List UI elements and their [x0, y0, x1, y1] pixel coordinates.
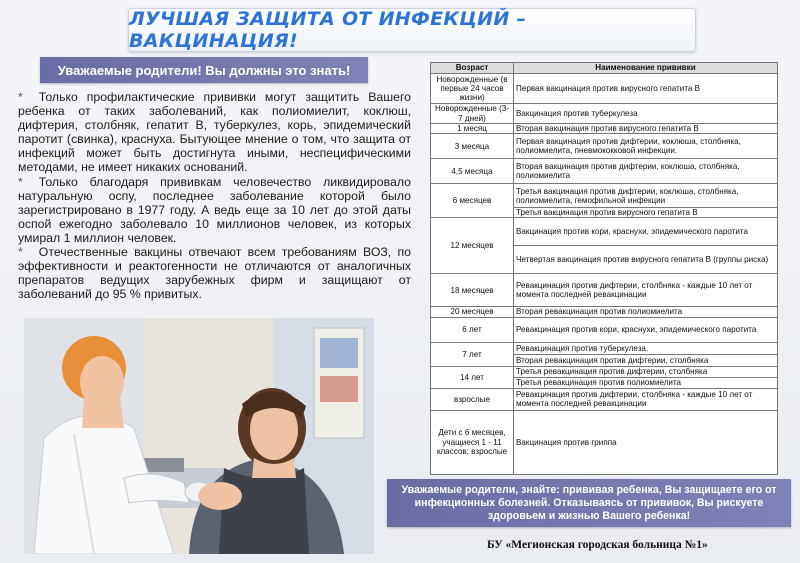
vaccination-table: [430, 62, 778, 475]
vaccine-cell: Вторая вакцинация против вирусного гепатита В: [514, 124, 778, 134]
paragraph-text: Отечественные вакцины отвечают всем требованиям ВОЗ, по эффективности и реактогенности не отличаются от аналогичных препаратов ведущих зарубежных фирм и защищают от заболеваний до 95 % привитых.: [18, 245, 411, 302]
vaccine-cell: Ревакцинация против туберкулеза.: [514, 342, 778, 354]
vaccine-cell: Третья ревакцинация против полиомиелита: [514, 377, 778, 388]
title-bar: [128, 8, 696, 52]
table-row: [431, 274, 778, 307]
age-column-header: Возраст: [431, 63, 514, 74]
age-cell: 18 месяцев: [431, 274, 514, 307]
paragraph: [18, 175, 411, 245]
bullet-marker: *: [18, 174, 23, 189]
age-cell: Дети с 6 месяцев, учащиеся 1 - 11 классов; взрослые: [431, 410, 514, 474]
table-row: [431, 342, 778, 354]
vaccination-photo: [24, 318, 374, 554]
age-cell: 7 лет: [431, 342, 514, 366]
paragraph: [18, 245, 411, 301]
age-cell: 12 месяцев: [431, 218, 514, 274]
age-cell: Новорожденные (в первые 24 часов жизни): [431, 74, 514, 104]
age-cell: 20 месяцев: [431, 307, 514, 317]
parents-notice: Уважаемые родители, знайте: прививая ребенка, Вы защищаете его от инфекционных болезней. Отказываясь от прививок, Вы рискуете здоровьем и жизнью Вашего ребенка!: [387, 479, 791, 527]
vaccine-cell: Ревакцинация против дифтерии, столбняка - каждые 10 лет от момента последней ревакцинации: [514, 274, 778, 307]
vaccine-cell: Третья вакцинация против вирусного гепатита В: [514, 208, 778, 218]
table-row: [431, 134, 778, 159]
vaccine-cell: Ревакцинация против кори, краснухи, эпидемического паротита: [514, 317, 778, 342]
paragraph: [18, 90, 411, 175]
age-cell: 14 лет: [431, 366, 514, 388]
age-cell: 4,5 месяца: [431, 159, 514, 184]
paragraph-text: Только профилактические прививки могут защитить Вашего ребенка от таких заболеваний, как полиомиелит, коклюш, дифтерия, столбняк, гепатит В, туберкулез, корь, эпидемический паротит (свинка), краснуха. Бытующее мнение о том, что защита от инфекций может быть достигнута иными, неспецифическими методами, не имеет никаких оснований.: [18, 90, 411, 175]
table-row: [431, 184, 778, 208]
vaccine-cell: Третья вакцинация против дифтерии, коклюша, столбняка, полиомиелита, гемофильной инфекции: [514, 184, 778, 208]
table-header-row: [431, 63, 778, 74]
vaccine-cell: Вторая ревакцинация против дифтерии, столбняка: [514, 354, 778, 366]
vaccine-cell: Вторая вакцинация против дифтерии, коклюша, столбняка, полиомиелита: [514, 159, 778, 184]
vaccine-cell: Вторая ревакцинация против полиомиелита: [514, 307, 778, 317]
bullet-marker: *: [18, 90, 23, 104]
age-cell: 6 лет: [431, 317, 514, 342]
vaccine-cell: Ревакцинация против дифтерии, столбняка - каждые 10 лет от момента последней ревакцинации: [514, 388, 778, 410]
vaccine-cell: Четвертая вакцинация против вирусного гепатита В (группы риска): [514, 246, 778, 274]
table-row: [431, 366, 778, 377]
age-cell: взрослые: [431, 388, 514, 410]
age-cell: 6 месяцев: [431, 184, 514, 218]
info-text: [18, 90, 411, 301]
table-row: [431, 410, 778, 474]
table-row: [431, 218, 778, 246]
age-cell: 3 месяца: [431, 134, 514, 159]
table-row: [431, 317, 778, 342]
age-cell: 1 месяц: [431, 124, 514, 134]
table-row: [431, 388, 778, 410]
table-row: [431, 104, 778, 124]
parents-banner: Уважаемые родители! Вы должны это знать!: [40, 57, 368, 83]
poster-title: ЛУЧШАЯ ЗАЩИТА ОТ ИНФЕКЦИЙ – ВАКЦИНАЦИЯ!: [129, 8, 527, 52]
photo-illustration: [24, 318, 374, 554]
hospital-signature: БУ «Мегионская городская больница №1»: [487, 539, 708, 551]
vaccination-schedule: [430, 62, 778, 475]
vaccine-cell: Вакцинация против туберкулеза: [514, 104, 778, 124]
vaccine-cell: Третья ревакцинация против дифтерии, столбняка: [514, 366, 778, 377]
vaccine-column-header: Наименование прививки: [514, 63, 778, 74]
vaccine-cell: Вакцинация против кори, краснухи, эпидемического паротита: [514, 218, 778, 246]
age-cell: Новорожденные (3-7 дней): [431, 104, 514, 124]
vaccine-cell: Первая вакцинация против дифтерии, коклюша, столбняка, полиомиелита, пневмококковой инфекции.: [514, 134, 778, 159]
table-row: [431, 307, 778, 317]
bullet-marker: *: [18, 245, 23, 260]
vaccine-cell: Первая вакцинация против вирусного гепатита В: [514, 74, 778, 104]
paragraph-text: Только благодаря прививкам человечество ликвидировало натуральную оспу, последнее заболевание которой было зарегистрировано в 1977 году. А ведь еще за 10 лет до этой даты оспой ежегодно заболевало 10 миллионов человек, из которых умирал 1 миллион человек.: [18, 174, 411, 245]
vaccine-cell: Вакцинация против гриппа: [514, 410, 778, 474]
table-row: [431, 159, 778, 184]
table-row: [431, 124, 778, 134]
table-row: [431, 74, 778, 104]
